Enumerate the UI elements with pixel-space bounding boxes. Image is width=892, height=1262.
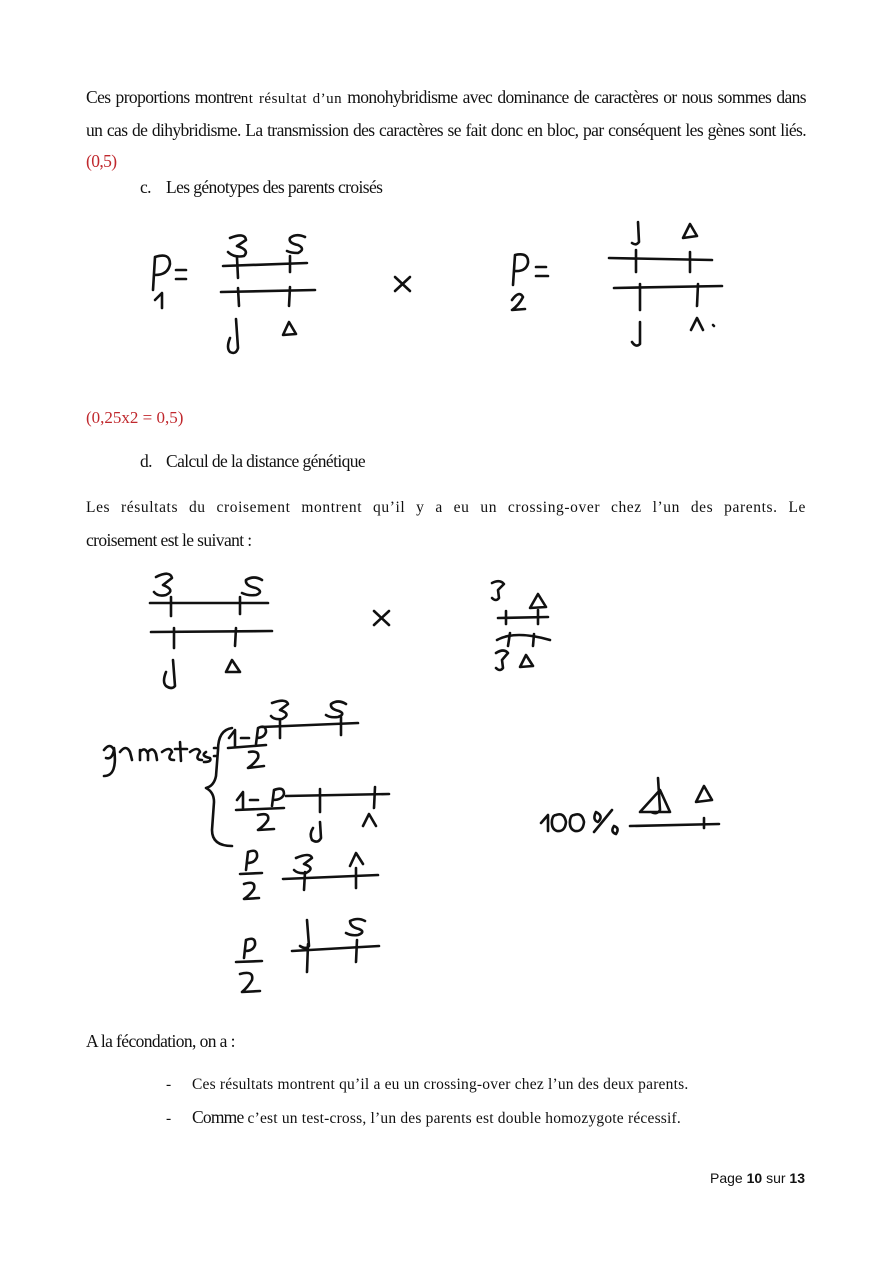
gamete-4-allele-j (300, 920, 309, 948)
bullet-1 (166, 1076, 688, 1094)
hundred-percent-allele-delta (696, 786, 712, 828)
gametes-brace (206, 728, 232, 846)
p1-equals (176, 270, 186, 279)
section-d-text-2: croisement est le suivant : (86, 530, 252, 550)
p1-allele-s-top (287, 235, 305, 253)
fecondation-text: A la fécondation, on a : (86, 1031, 235, 1051)
p1-letter-p (153, 256, 170, 290)
p2-allele-j-bottom (632, 322, 640, 346)
gamete-2-denominator (258, 814, 274, 830)
parent-b-allele-delta-top (530, 594, 546, 608)
footer-page-number: 10 (746, 1170, 763, 1186)
gamete-4-allele-s (346, 919, 365, 935)
gamete-4-numerator (244, 939, 255, 958)
section-d-heading (140, 451, 365, 472)
intro-score: (0,5) (86, 151, 117, 171)
gamete-1-allele-s (326, 702, 346, 718)
gamete-3-allele-delta (350, 853, 363, 866)
gamete-3-fraction-bar (240, 873, 262, 874)
gamete-2-allele-j (311, 822, 321, 842)
gamete-1-numerator (229, 727, 266, 746)
p1-loci-top (237, 256, 290, 278)
p2-equals (536, 267, 548, 276)
p1-subscript (155, 293, 162, 308)
parent-a-allele-j-bottom (164, 660, 175, 688)
section-c-title: Les génotypes des parents croisés (166, 177, 383, 197)
parents-cross-sign (395, 277, 410, 291)
footer-total-pages: 13 (789, 1170, 805, 1186)
gamete-4-loci (307, 940, 357, 972)
gamete-2-numerator (237, 789, 284, 808)
gamete-3-chromosome (283, 875, 378, 879)
hundred-percent-allele-j (640, 778, 670, 813)
parents-genotype-drawing (153, 222, 722, 353)
section-d-title: Calcul de la distance génétique (166, 451, 366, 471)
bullet-1-dash: - (166, 1076, 172, 1093)
gamete-4-fraction-bar (236, 961, 262, 962)
section-c-letter: c. (140, 177, 151, 197)
parent-a-allele-j-top (154, 574, 172, 596)
gamete-1-loci (280, 717, 341, 738)
p2-chromosome-top (609, 258, 712, 260)
bullet-2 (166, 1107, 681, 1128)
section-d-letter: d. (140, 451, 152, 471)
p1-allele-delta-bottom (283, 322, 296, 335)
p1-allele-j-bottom (228, 319, 238, 353)
gamete-3-denominator (244, 883, 259, 899)
section-d-paragraph (86, 490, 806, 556)
section-d-text-1: Les résultats du croisement montrent qu’il y a eu un crossing-over chez l’un des parents. Le (86, 499, 806, 516)
bullet-2-pre: Comme (192, 1107, 244, 1127)
parent-a-chromosome-bottom (151, 631, 272, 632)
gamete-2-allele-delta (363, 814, 376, 826)
p2-loci-top (636, 250, 690, 272)
bullet-1-text: Ces résultats montrent qu’il a eu un crossing-over chez l’un des deux parents. (192, 1076, 689, 1093)
bullet-2-text: c’est un test-cross, l’un des parents est double homozygote récessif. (243, 1110, 681, 1127)
parent-b-allele-j-bottom (496, 651, 508, 671)
hundred-percent-chromosome (630, 824, 719, 826)
parent-b-chromosome-bottom (497, 635, 550, 640)
intro-text-1: Ces proportions montre (86, 87, 241, 107)
gametes-handwritten-label (104, 742, 216, 776)
gamete-1-chromosome (262, 723, 358, 727)
parent-a-loci-top (171, 597, 240, 616)
p2-allele-j-top (632, 222, 639, 244)
footer-sur: sur (766, 1170, 786, 1186)
page-footer (710, 1170, 805, 1186)
p2-chromosome-bottom (614, 286, 722, 288)
p2-letter-p (513, 254, 528, 285)
parent-a-allele-s-top (242, 578, 262, 596)
p2-allele-delta-bottom (691, 318, 703, 330)
gamete-1-denominator (248, 752, 264, 768)
gamete-3-numerator (246, 851, 257, 870)
intro-text-2: nt résultat d’un (240, 91, 343, 107)
footer-page-word: Page (710, 1170, 743, 1186)
gamete-1-allele-j (271, 701, 288, 719)
p2-dot (713, 325, 714, 326)
bullet-2-dash: - (166, 1110, 172, 1127)
parent-a-allele-delta-bottom (226, 660, 240, 672)
gamete-2-loci (320, 787, 375, 812)
p1-allele-j-top (228, 235, 246, 256)
p2-subscript (512, 294, 525, 310)
hundred-percent-handwriting (541, 810, 618, 834)
cross-sign (374, 611, 389, 625)
p1-chromosome-top (223, 263, 307, 266)
crossing-drawing (104, 574, 719, 992)
p2-allele-delta-top (683, 224, 697, 238)
intro-text-3: monohybridisme avec dominance de caractères or nous sommes dans un cas de dihybridisme. La transmission des caractères se fait donc en bloc, par conséquent les gènes sont liés. (86, 87, 806, 140)
gamete-4-denominator (240, 973, 260, 992)
parent-b-allele-delta-bottom (520, 655, 533, 667)
gamete-3-allele-j (294, 855, 312, 873)
section-c-score: (0,25x2 = 0,5) (86, 408, 184, 427)
p1-chromosome-bottom (221, 290, 315, 292)
parent-b-allele-j-top (492, 581, 504, 600)
